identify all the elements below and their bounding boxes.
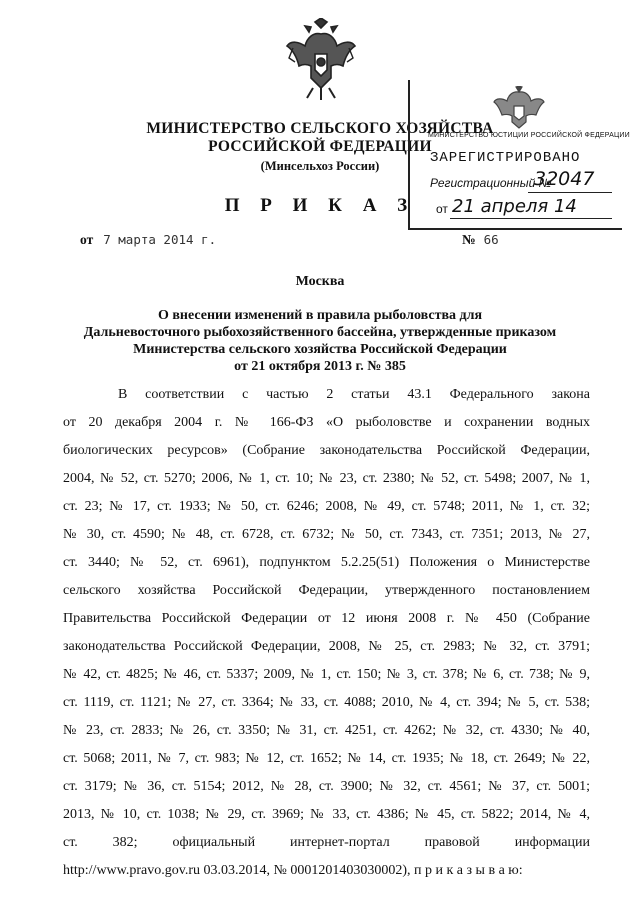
body-line: Правительства Российской Федерации от 12 июня 2008 г. № 450 (Собрание: [63, 611, 590, 626]
body-line: http://www.pravo.gov.ru 03.03.2014, № 0001201403030002), п р и к а з ы в а ю:: [63, 863, 523, 878]
body-line: ст. 1119, ст. 1121; № 27, ст. 3364; № 33, ст. 4088; 2010, № 4, ст. 394; № 5, ст. 538;: [63, 695, 590, 710]
body-line: № 23, ст. 2833; № 26, ст. 3350; № 31, ст. 4251, ст. 4262; № 32, ст. 4330; № 40,: [63, 723, 590, 738]
order-number-value: 66: [483, 232, 499, 247]
body-line: № 42, ст. 4825; № 46, ст. 5337; 2009, № 1, ст. 150; № 3, ст. 378; № 6, ст. 738; № 9,: [63, 667, 590, 682]
body-line: законодательства Российской Федерации, 2008, № 25, ст. 2983; № 32, ст. 3791;: [63, 639, 590, 654]
stamp-status: ЗАРЕГИСТРИРОВАНО: [430, 150, 581, 166]
body-line: В соответствии с частью 2 статьи 43.1 Федерального закона: [118, 387, 590, 402]
order-date: [80, 232, 216, 248]
body-line: ст. 3179; № 36, ст. 5154; 2012, № 28, ст. 3900; № 32, ст. 4561; № 37, ст. 5001;: [63, 779, 590, 794]
order-title-line: Дальневосточного рыбохозяйственного бассейна, утвержденные приказом: [83, 325, 557, 340]
ministry-name-line1: МИНИСТЕРСТВО СЕЛЬСКОГО ХОЗЯЙСТВА: [146, 120, 494, 137]
order-number-prefix: №: [462, 232, 476, 247]
body-line: 2013, № 10, ст. 1038; № 29, ст. 3969; № 33, ст. 4386; № 45, ст. 5822; 2014, № 4,: [63, 807, 590, 822]
order-title: [40, 307, 600, 375]
coat-of-arms-icon: [285, 18, 357, 102]
ministry-name-line2: РОССИЙСКОЙ ФЕДЕРАЦИИ: [208, 138, 432, 155]
document-type: П Р И К А З: [224, 195, 416, 216]
body-line: ст. 3440; № 52, ст. 6961), подпунктом 5.2.25(51) Положения о Министерстве: [63, 555, 590, 570]
order-date-prefix: от: [80, 232, 94, 247]
ministry-short-name: (Минсельхоз России): [260, 159, 380, 173]
body-line: 2004, № 52, ст. 5270; 2006, № 1, ст. 10; № 23, ст. 2380; № 52, ст. 5498; 2007, № 1,: [63, 471, 590, 486]
order-title-line: Министерства сельского хозяйства Российской Федерации: [133, 342, 507, 357]
stamp-date-label: от: [436, 202, 448, 216]
body-line: от 20 декабря 2004 г. № 166-ФЗ «О рыболовстве и сохранении водных: [63, 415, 590, 430]
city: Москва: [295, 274, 345, 289]
stamp-reg-number: 32047: [534, 168, 595, 190]
order-number: [462, 232, 499, 248]
order-date-value: 7 марта 2014 г.: [103, 232, 217, 247]
stamp-date-value: 21 апреля 14: [452, 196, 577, 217]
order-title-line: от 21 октября 2013 г. № 385: [234, 359, 406, 374]
body-line: ст. 382; официальный интернет-портал правовой информации: [63, 835, 590, 850]
stamp-authority: МИНИСТЕРСТВО ЮСТИЦИИ РОССИЙСКОЙ ФЕДЕРАЦИИ: [428, 132, 630, 139]
stamp-reg-label: Регистрационный №: [430, 176, 552, 190]
body-line: ст. 23; № 17, ст. 1933; № 50, ст. 6246; 2008, № 49, ст. 5748; 2011, № 1, ст. 32;: [63, 499, 590, 514]
stamp-emblem-icon: [492, 86, 546, 130]
body-line: № 30, ст. 4590; № 48, ст. 6728, ст. 6732; № 50, ст. 7343, ст. 7351; 2013, № 27,: [63, 527, 590, 542]
stamp-number-underline: [528, 192, 612, 193]
order-title-line: О внесении изменений в правила рыболовства для: [157, 308, 483, 323]
body-line: ст. 5068; 2011, № 7, ст. 983; № 12, ст. 1652; № 14, ст. 1935; № 18, ст. 2649; № 22,: [63, 751, 590, 766]
stamp-date-underline: [450, 218, 612, 219]
body-line: сельского хозяйства Российской Федерации, утвержденного постановлением: [63, 583, 590, 598]
body-line: биологических ресурсов» (Собрание законодательства Российской Федерации,: [63, 443, 590, 458]
